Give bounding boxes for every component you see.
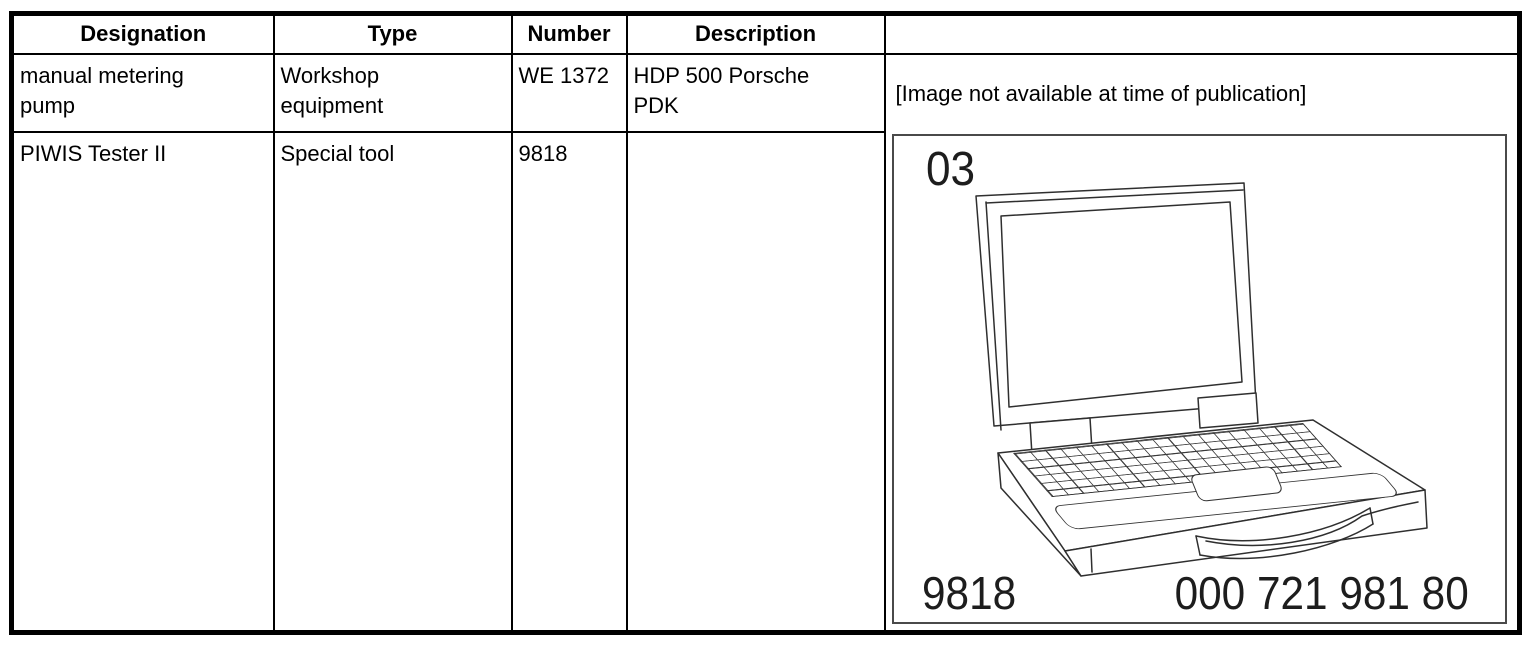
header-image	[885, 14, 1520, 54]
cell-designation	[12, 54, 274, 132]
piwis-tester-figure	[892, 134, 1508, 624]
designation-text: PIWIS Tester II	[20, 140, 167, 166]
figure-tool-number: 9818	[921, 566, 1016, 619]
laptop-front-seam	[1091, 549, 1092, 572]
number-text: WE 1372	[518, 62, 609, 88]
header-row	[12, 14, 1520, 54]
cell-description	[627, 132, 885, 633]
laptop-screen	[1001, 202, 1242, 407]
image-not-available-note: [Image not available at time of publication]	[895, 80, 1307, 106]
header-number: Number	[512, 14, 627, 54]
description-text: HDP 500 Porsche PDK	[633, 62, 810, 118]
cell-media	[885, 54, 1520, 633]
cell-type	[274, 132, 512, 633]
header-description: Description	[627, 14, 885, 54]
designation-text: manual metering pump	[20, 62, 184, 118]
number-text: 9818	[518, 140, 568, 166]
type-text: Workshop equipment	[280, 62, 384, 118]
tools-table	[9, 11, 1522, 635]
cell-type	[274, 54, 512, 132]
cell-number	[512, 54, 627, 132]
cell-number	[512, 132, 627, 633]
type-text: Special tool	[280, 140, 395, 166]
figure-part-number: 000 721 981 80	[1174, 566, 1469, 619]
laptop-line-art-image	[894, 136, 1502, 622]
laptop-hinge-right	[1198, 393, 1258, 428]
figure-corner-label: 03	[925, 142, 975, 196]
table-row-metering-pump	[12, 54, 1520, 132]
cell-designation	[12, 132, 274, 633]
cell-description	[627, 54, 885, 132]
header-type: Type	[274, 14, 512, 54]
header-designation: Designation	[12, 14, 274, 54]
